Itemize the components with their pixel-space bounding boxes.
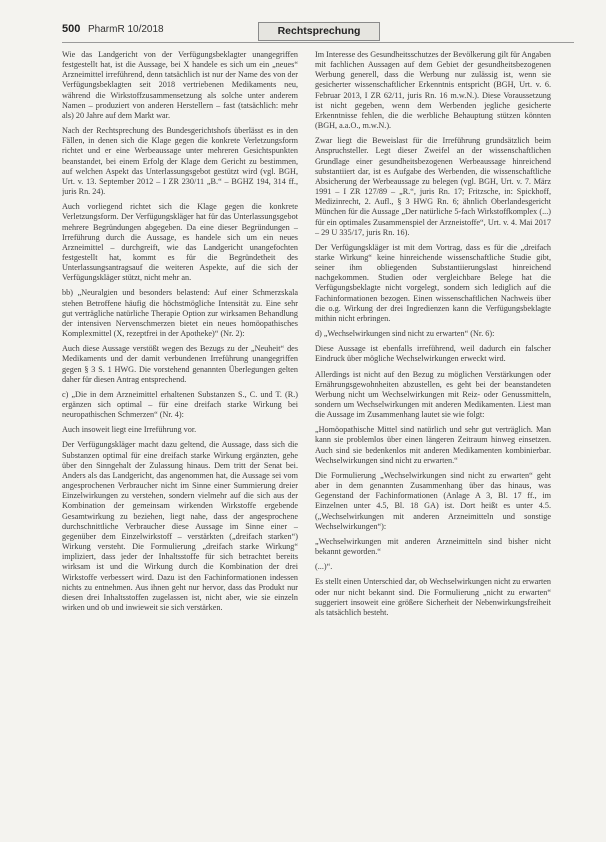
paragraph: Auch diese Aussage verstößt wegen des Bezugs zu der „Neuheit“ des Medikaments und der damit verbundenen Irreführung unangegriffen gegen § 3 S. 1 HWG. Die vorstehend genannten Überlegungen gelten daher für diesen Antrag entsprechend. [62,344,298,384]
paragraph: Nach der Rechtsprechung des Bundesgerichtshofs überlässt es in den Fällen, in denen sich die Klage gegen die konkrete Verletzungsform richtet und er eine Werbeaussage unter mehreren Gesichtspunkten beanstandet, bei einem Erfolg der Klage dem Gericht zu bestimmen, auf welchen Aspekt das Unterlassungsgebot gestützt wird (vgl. BGH, Urt. v. 13. September 2012 – I ZR 230/11 „B.“ – BGHZ 194, 314 ff., juris Rn. 24). [62,126,298,197]
paragraph: (...)“. [315,562,333,572]
paragraph: bb) „Neuralgien und besonders belastend: Auf einer Schmerzskala stehen Betroffene häufig die höchstmögliche Intensität zu. Eine sehr gut verträgliche natürliche Therapie Option zur wirksamen Behandlung der intensiven Nervenschmerzen bietet ein neues homöopathisches Komplexmittel (X, rezeptfrei in der Apotheke)“ (Nr. 2): [62,288,298,339]
paragraph: „Homöopathische Mittel sind natürlich und sehr gut verträglich. Man kann sie problemlos über einen längeren Zeitraum hinweg einsetzen. Auch sind sie bedenkenlos mit anderen Medikamenten kombinierbar. Wechselwirkungen sind nicht zu erwarten.“ [315,425,551,465]
paragraph: Es stellt einen Unterschied dar, ob Wechselwirkungen nicht zu erwarten oder nur nicht bekannt sind. Die Formulierung „nicht zu erwarten“ suggeriert insoweit eine größere Sicherheit der Nebenwirkungsfreiheit als tatsächlich besteht. [315,577,551,617]
section-title: Rechtsprechung [258,22,380,41]
paragraph: Auch vorliegend richtet sich die Klage gegen die konkrete Verletzungsform. Der Verfügungskläger hat für das Unterlassungsgebot mehrere Begründungen abgegeben. Da eine dieser Begründungen – Irreführung durch die Aussage, es handele sich um ein neues Arzneimittel – durchgreift, wie das Landgericht unangefochten festgestellt hat, kommt es für die Begründetheit des Unterlassungsantragsauf die weiteren Aspekte, auf die sich der Verfügungskläger stützt, nicht mehr an. [62,202,298,283]
header-rule [62,42,574,43]
journal-issue: PharmR 10/2018 [88,24,164,35]
paragraph: Diese Aussage ist ebenfalls irreführend, weil dadurch ein falscher Eindruck über mögliche Wechselwirkungen erweckt wird. [315,344,551,364]
page-number: 500 [62,23,81,35]
page-header [62,22,574,40]
paragraph: Im Interesse des Gesundheitsschutzes der Bevölkerung gilt für Angaben mit fachlichen Aussagen auf dem Gebiet der gesundheitsbezogenen Werbung generell, dass die Werbung nur zulässig ist, wenn sie gesicherter wissenschaftlicher Erkenntnis entspricht (BGH, Urt. v. 6. Februar 2013, I ZR 62/11, juris Rn. 16 m.w.N.). Diese Voraussetzung ist nicht gegeben, wenn dem Werbenden jegliche gesicherte Erkenntnisse fehlen, die die werbliche Behauptung stützen könnten (BGH, a.a.O., m.w.N.). [315,50,551,131]
paragraph: Wie das Landgericht von der Verfügungsbeklagter unangegriffen festgestellt hat, ist die Aussage, bei X handele es sich um ein „neues“ Arzneimittel irreführend, denn tatsächlich ist nur der Name des von der Verfügungsbeklagten seit 2018 vertriebenen Medikaments neu, während die Wirkstoffzusammensetzung als solche unter anderem Namen – produziert von anderen Herstellern – fast (tatsächlich: mehr als) 20 Jahre auf dem Markt war. [62,50,298,120]
right-column [315,50,551,830]
paragraph: c) „Die in dem Arzneimittel erhaltenen Substanzen S., C. und T. (R.) ergänzen sich optimal – für eine dreifach starke Wirkung bei neuropathischen Schmerzen“ (Nr. 4): [62,389,298,420]
paragraph: d) „Wechselwirkungen sind nicht zu erwarten“ (Nr. 6): [315,329,495,339]
paragraph: Zwar liegt die Beweislast für die Irreführung grundsätzlich beim Anspruchsteller. Legt dieser Zweifel an der wissenschaftlichen Grundlage einer gesundheitsbezogenen Werbeaussage hinreichend substantiiert dar, ist es Aufgabe des Werbenden, die wissenschaftliche Absicherung der Werbeaussage zu belegen (vgl. BGH, Urt. v. 7. März 1991 – I ZR 127/89 – „R.“, juris Rn. 17; Fritzsche, in: Spickhoff, Medizinrecht, 2. Aufl., § 3 HWG Rn. 6; ähnlich Oberlandesgericht München für die Aussage „Der natürliche 5-fach Wirkstoffkomplex (...) für ein optimales Zusammenspiel der Arzneistoffe“, Urt. v. 4. Mai 2017 – 29 U 335/17, juris Rn. 16). [315,136,551,237]
paragraph: Der Verfügungskläger ist mit dem Vortrag, dass es für die „dreifach starke Wirkung“ keine hinreichende wissenschaftliche Studie gibt, seiner ihm obliegenden Substantiierungslast hinreichend nachgekommen. Studien oder vergleichbare Belege hat die Verfügungsbeklagte nicht vorgelegt, sondern sich lediglich auf die Fachinformationen bezogen. Einen wissenschaftlichen Nachweis über die o.g. Wirkung der drei Ingredienzen kann die Verfügungsbeklagte mithin nicht erbringen. [315,242,551,323]
paragraph: Die Formulierung „Wechselwirkungen sind nicht zu erwarten“ geht aber in dem genannten Zusammenhang über das hinaus, was Gegenstand der Fachinformationen (Anlage A 3, Bl. 17 ff., im Einzelnen unter 4.5, Bl. 18 GA) ist. Dort heißt es unter 4.5. („Wechselwirkungen mit anderen Arzneimitteln und sonstige Wechselwirkungen“): [315,470,551,531]
paragraph: Der Verfügungskläger macht dazu geltend, die Aussage, dass sich die Substanzen optimal für eine dreifach starke Wirkung ergänzten, gehe über den Sinngehalt der Zulassung hinaus. Dem tritt der Senat bei. Anders als das Landgericht, das angenommen hat, die Aussage sei vom angesprochenen Verbraucher nicht im Sinne einer Summierung dreier Einzelwirkungen zu verstehen, sondern vielmehr auf die sich aus der Kombination der gemeinsam wirkenden Wirkstoffe ergebende Gesamtwirkung zu beziehen, liegt nahe, dass der angesprochene durchschnittliche Verbraucher diese Aussage im Sinne einer – gegenüber dem Einzelwirkstoff – verstärkten („dreifach starken“) Wirkung versteht. Die Formulierung „dreifach starke Wirkung“ impliziert, dass jeder der Inhaltsstoffe für sich betrachtet bereits wirksam ist und die Wirkung durch die Kombination der drei Wirkstoffe verbessert wird. Dazu ist den Fachinformationen indessen nichts zu entnehmen. Aus ihnen geht nur hervor, dass das Produkt nur diesen drei Inhaltsstoffen zugelassen ist, nicht aber, wie sie einzeln wirken und ob und inwieweit sie sich verstärken. [62,440,298,612]
left-column [62,50,298,830]
paragraph: „Wechselwirkungen mit anderen Arzneimitteln sind bisher nicht bekannt geworden.“ [315,536,551,557]
paragraph: Auch insoweit liegt eine Irreführung vor. [62,425,197,435]
paragraph: Allerdings ist nicht auf den Bezug zu möglichen Verstärkungen oder Ernährungsgewohnheiten abzustellen, es geht bei der beanstandeten Werbung nicht um Wechselwirkungen mit Reiz- oder Genussmitteln, sondern um Wechselwirkungen mit anderen Medikamenten. Liest man die Aussage im Zusammenhang lautet sie wie folgt: [315,369,551,420]
